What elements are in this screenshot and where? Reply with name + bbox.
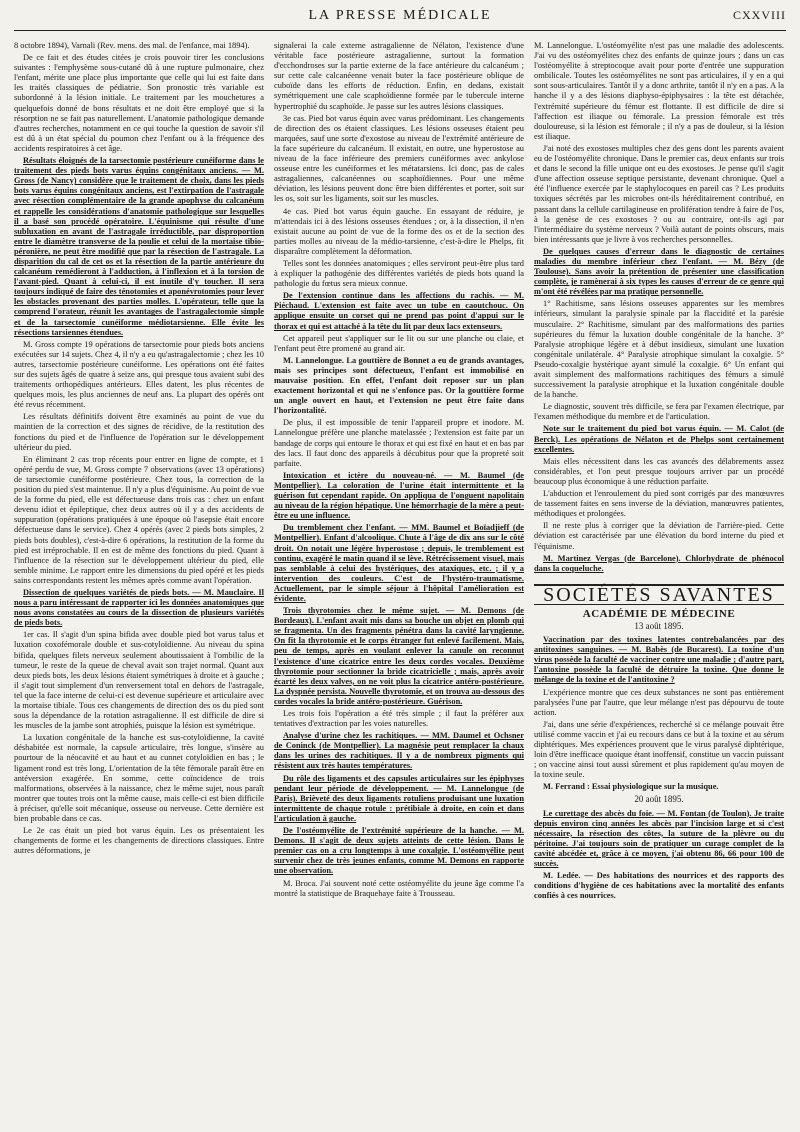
paragraph: M. Lannelongue. L'ostéomyélite n'est pas une maladie des adolescents. J'ai vu des ostéomyélites chez des enfants de quinze jours ; dans un cas l'ostéomyélite à streptocoque avait pour porte d'entrée une suppuration ombilicale. Toutes les ostéomyélites ne sont pas articulaires, il y en a qui sont sous-articulaires. Tantôt il y a donc arthrite, tantôt il n'y en a pas. A la hanche il y a des lésions diaphyso-épiphysaires : la tête est détachée, l'extrémité supérieure du fémur est flottante. Il est difficile de dire si l'affection est iliaque ou fémorale. La pression fémorale est très douloureuse, si la lésion est fémorale ; il n'y a pas de douleur, si la lésion est iliaque. <box>534 41 784 141</box>
session-date: 20 août 1895. <box>634 794 684 805</box>
column-middle <box>274 41 524 1121</box>
paragraph: M. Broca. J'ai souvent noté cette ostéomyélite du jeune âge comme l'a montré la statistique de Braquehaye faite à Trousseau. <box>274 878 524 898</box>
paragraph: L'expérience montre que ces deux substances ne sont pas entièrement paralysées l'une par l'autre, que leur mélange n'est pas dépourvu de toute action. <box>534 687 784 717</box>
page-number: CXXVIII <box>733 8 786 22</box>
section-paragraph: M. Martinez Vergas (de Barcelone). Chlorhydrate de phénocol dans la coqueluche. <box>534 553 784 573</box>
academy-heading: ACADÉMIE DE MÉDECINE <box>582 607 736 620</box>
session-date: 13 août 1895. <box>634 620 684 631</box>
section-paragraph: Intoxication et ictère du nouveau-né. — M. Baumel (de Montpellier). La coloration de l'urine était intermittente et la guérison fut cependant rapide. On appliqua de l'onguent napolitain au niveau de la région hépatique. Une hémorrhagie de la mère a peut-être eu une influence. <box>274 470 524 521</box>
paragraph: signalerai la cale externe astragalienne de Nélaton, l'existence d'une véritable face postérieure astragalienne, surtout la formation d'ecchondroses sur la partie externe de la face antérieure du calcanéum ; sur cette cale calcanéenne venait buter la face postérieure oblique de cuboïde dans les efforts de réduction. Enfin, en dedans, existait symétriquement une cale scaphoïdienne formée par le tubercule interne hypertrophié du scaphoïde. Je passe sur les autres lésions classiques. <box>274 41 524 111</box>
column-left <box>14 41 264 1121</box>
paragraph: 1er cas. Il s'agit d'un spina bifida avec double pied bot varus talus et luxation coxofémorale double et sus-cotyloïdienne. Au niveau du spina bifida, quelques filets nerveux seulement aboutissaient à l'ombilic de la tumeur, le reste de la queue de cheval avait son trajet normal. Quant aux deux pieds bots, les deux lésions étaient symétriques à droite et à gauche ; il s'agit tout simplement d'un renversement total en dehors de l'astragale, tel que la face interne de celui-ci est devenue supérieure et articulaire avec la mortaise tibiale. Tous ces changements de direction des os du pied sont sous la dépendance de la rotation astragalienne. Il est difficile de dire si les muscles de la jambe sont atrophiés, puisque la lésion est symétrique. <box>14 630 264 731</box>
section-paragraph: Résultats éloignés de la tarsectomie postérieure cunéiforme dans le traitement des pieds bots varus équins congénitaux anciens. — M. Gross (de Nancy) considère que le traitement de choix, dans les pieds bots varus équins congénitaux anciens, est l'extirpation de l'astragale avec résection complémentaire de la grande apophyse du calcanéum et rappelle les considérations d'anatomie pathologique sur lesquelles il a basé son procédé opératoire. L'équinisme qui résulte d'une subluxation en avant de l'astragale irréductible, par disproportion entre le diamètre transverse de la poulie et celui de la mortaise tibio-péronière, ne peut être modifié que par la résection de l'astragale. La disparition du cal de cet os et la résection de la partie antérieure du calcanéum remédieront à l'adduction, à l'inflexion et à la torsion de l'avant-pied. Quant à celui-ci, il est inutile d'y toucher. Il sera toujours indiqué de faire des ténotomies et aponévrotomies pour lever les obstacles provenant des parties molles. L'opérateur, telle que la comprend l'orateur, réunit les avantages de l'astragalectomie simple et de la tarsectomie cunéiforme médiotarsienne. Elle évite les résections tarsiennes étendues. <box>14 156 264 337</box>
section-paragraph: De l'ostéomyélite de l'extrémité supérieure de la hanche. — M. Demons. Il s'agit de deux sujets atteints de cette lésion. Dans le premier cas on a cru longtemps à une coxalgie. L'ostéomyélite peut survenir chez de très jeunes enfants, comme M. Demons en rapporte une observation. <box>274 826 524 876</box>
paragraph: Les résultats définitifs doivent être examinés au point de vue du maintien de la correction et des signes de récidive, de la restitution des fonctions du pied et de l'influence de l'opération sur le développement ultérieur du pied. <box>14 412 264 452</box>
paragraph: Mais elles nécessitent dans les cas avancés des délabrements assez considérables, et l'on peut presque toujours arriver par un procédé beaucoup plus économique à une réduction parfaite. <box>534 456 784 486</box>
paragraph: Cet appareil peut s'appliquer sur le lit ou sur une planche ou claie, et l'enfant peut être promené au grand air. <box>274 333 524 353</box>
column-right <box>534 41 784 1121</box>
paragraph: 4e cas. Pied bot varus équin gauche. En essayant de réduire, je m'attendais ici à des lésions osseuses étendues ; or, à la dissection, il n'en existait aucune au point de vue de la forme des os et de la section des parties molles au niveau de la médio-tarsienne, c'est-à-dire le Phelps, fit disparaître complètement la déformation. <box>274 206 524 256</box>
section-paragraph: Du tremblement chez l'enfant. — MM. Baumel et Boïadjieff (de Montpellier). Enfant d'alcoolique. Chute à l'âge de dix ans sur le côté droit. On notait une légère hyperostose ; depuis, le tremblement est continu, exagéré le matin quand il se lève. Rétrécissement visuel, mais pas semblable à celui des hystériques, des ataxiques, etc. ; il y a intervention des couleurs. C'est de l'hystéro-traumatisme. Actuellement, par le simple séjour à l'hôpital l'amélioration est évidente. <box>274 523 524 603</box>
paragraph: M. Lannelongue. La gouttière de Bonnet a eu de grands avantages, mais ses principes sont défectueux, l'enfant est immobilisé en mauvaise position. En effet, l'enfant doit reposer sur un plan exactement horizontal et qui ne s'enfonce pas. Or la gouttière forme un angle ouvert en haut, et l'extension ne peut être faite dans l'horizontalité. <box>274 355 524 416</box>
paragraph: 3e cas. Pied bot varus équin avec varus prédominant. Les changements de direction des os étaient classiques. Les lésions osseuses étaient peu marquées, sauf une sorte d'exostose au niveau de l'extrémité antérieure de la face supérieure du calcanéum. Il existait, en outre, une hyperostose au niveau de la face inférieure des premiers cunéiformes avec ankylose osseuse entre les cunéiformes et les métatarsiens. Ici donc, pas de cales astragaliennes, calcanéennes ou scaphoïdiennes. Pour une même déviation, les lésions peuvent donc être bien différentes et porter, soit sur les os, soit sur les ligaments, soit sur les muscles. <box>274 113 524 204</box>
paragraph: M. Ferrand : Essai physiologique sur la musique. <box>543 782 719 792</box>
section-paragraph: Analyse d'urine chez les rachitiques. — MM. Daumel et Ochsner de Coninck (de Montpellier). La magnésie peut remplacer la chaux dans les urines des rachitiques. Il y a de nombreux pigments qui résistent aux très hautes températures. <box>274 731 524 771</box>
page-header <box>14 8 786 31</box>
paragraph: M. Gross compte 19 opérations de tarsectomie pour pieds bots anciens exécutées sur 14 sujets. Chez 4, il n'y a eu qu'astragalectomie ; chez les 10 autres, tarsectomie postérieure cunéiforme. Les opérations ont été faites sur des sujets âgés de quatre à seize ans, qui presque tous avaient subi des traitements orthopédiques antérieurs. Elles datent, les plus récentes de quelques mois, les plus anciennes de neuf ans. La plupart des opérés ont été revus récemment. <box>14 339 264 410</box>
paragraph: L'abduction et l'enroulement du pied sont corrigés par des manœuvres de tassement faites en sens inverse de la déviation, manœuvres patientes, méthodiques et prolongées. <box>534 489 784 519</box>
section-paragraph: Trois thyrotomies chez le même sujet. — M. Demons (de Bordeaux). L'enfant avait mis dans sa bouche un objet en plomb qui se fragmenta. Un des fragments pénétra dans la cavité laryngienne. On fit la thyrotomie et le corps étranger fut enlevé facilement. Mais, peu de temps, après en voulant enlever la canule on reconnut l'existence d'une cicatrice entre les deux cordes vocales. Deuxième thyrotomie pour sectionner la bride cicatricielle ; mais, après avoir écarté les deux valves, on ne voit plus la cicatrice antéro-postérieure. La dyspnée persista. Nouvelle thyrotomie, et on trouva au-dessous des cordes vocales la bride antéro-postérieure. Guérison. <box>274 606 524 706</box>
paragraph: La luxation congénitale de la hanche est sus-cotyloïdienne, la cavité déshabitée est normale, la capsule articulaire, très longue, s'insère au pourtour de la néocavité et au haut et au cunnet cotyloïdien en bas ; le ligament rond est très long. L'orientation de la tête fémorale paraît être en antéversion exagérée. En somme, cette coïncidence de trois malformations, observées à la naissance, chez le même sujet, nous paraît montrer que toutes trois ont la même cause, mais celle-ci est bien difficile à préciser, qu'elle soit mécanique, osseuse ou nerveuse. Cette dernière est bien probable dans ce cas. <box>14 733 264 824</box>
paragraph: Le 2e cas était un pied bot varus équin. Les os présentaient les changements de forme et les changements de directions classiques. Entre autres déformations, je <box>14 826 264 856</box>
paragraph: Les trois fois l'opération a été très simple ; il faut la préférer aux tentatives d'extraction par les voies naturelles. <box>274 709 524 729</box>
paragraph: Le diagnostic, souvent très difficile, se fera par l'examen électrique, par l'examen méthodique du membre et de l'articulation. <box>534 402 784 422</box>
section-paragraph: Du rôle des ligaments et des capsules articulaires sur les épiphyses pendant leur période de développement. — M. Lannelongue (de Paris). Brièveté des deux ligaments rotuliens produisant une luxation intermittente de chaque rotule : prétibiale à droite, en coin et dans l'articulation à gauche. <box>274 773 524 823</box>
section-paragraph: Note sur le traitement du pied bot varus équin. — M. Calot (de Berck). Les opérations de Nélaton et de Phelps sont certainement excellentes. <box>534 424 784 454</box>
paragraph: Telles sont les données anatomiques ; elles serviront peut-être plus tard à expliquer la pathogénie des différentes variétés de pieds bots quand la pathologie du fœtus sera mieux connue. <box>274 258 524 289</box>
section-paragraph: Vaccination par des toxines latentes contrebalancées par des antitoxines sanguines. — M. Babès (de Bucarest). La toxine d'un virus possède la faculté de vacciner contre une maladie ; d'autre part, l'antoxine possède la faculté de détruire la toxine. Que donne le mélange de la toxine et de l'antitoxine ? <box>534 635 784 685</box>
paragraph: De ce fait et des études citées je crois pouvoir tirer les conclusions suivantes : l'emphysème sous-cutané dû à une rupture pulmonaire, chez l'enfant, mérite une place plus importante que celle qui lui est faite dans les traités classiques de pédiatrie. Son pronostic très variable est subordonné à la lésion initiale. Le traitement par les mouchetures a quelquefois donné de bons résultats et ne doit être employé que si la résorption ne se fait pas naturellement. L'anatomie pathologique demande d'autres recherches, notamment en ce qui touche la question de savoir s'il est dû à un état spécial du poumon chez l'enfant ou à la fréquence des accidents respiratoires à cet âge. <box>14 53 264 153</box>
paragraph: J'ai noté des exostoses multiples chez des gens dont les parents avaient eu de l'ostéomyélite chronique. Dans le premier cas, deux enfants sur trois et dans le second la fille unique ont eu des exostoses. Je pense qu'il s'agit d'une affection osseuse septique persistante, devenant chronique. Quel a été l'influence exercée par le staphylocoques en pareil cas ? Les produits toxiques sécrétés par les microbes ont-ils héréditairement contribué, en passant dans la cellule cartilagineuse en prolifération tendre à faire de l'os, à la genèse de ces exostoses ? ou au contraire, ont-ils agi par l'intermédiaire du système nerveux ? Voilà autant de points obscurs, mais bien intéressants que je livre à vos recherches personnelles. <box>534 143 784 244</box>
section-paragraph: Le curettage des abcès du foie. — M. Fontan (de Toulon). Je traite depuis environ cinq années les abcès par l'incision large et si c'est nécessaire, la résection des côtes, la suture de la plèvre ou du péritoine. J'ai toujours soin de pratiquer un curage complet de la cavité abcédée et, grâce à ce moyen, j'ai obtenu 86, 66 pour 100 de succès. <box>534 808 784 869</box>
paragraph: De plus, il est impossible de tenir l'appareil propre et inodore. M. Lannelongue préfère une planche matelassée ; l'extension est faite par un bandage de corps qui entoure le thorax et qui est fixé en haut et en bas par des lacs. Il faut donc des appareils à décubitus pour que la propreté soit parfaite. <box>274 418 524 468</box>
section-paragraph: Dissection de quelques variétés de pieds bots. — M. Mauclaire. Il nous a paru intéressant de rapporter ici les données anatomiques que nous avons constatées au cours de la dissection de plusieurs variétés de pieds bots. <box>14 587 264 628</box>
section-paragraph: De l'extension continue dans les affections du rachis. — M. Piéchaud. L'extension est faite avec un tube en caoutchouc. On applique ensuite un corset qui ne prend pas point d'appui sur le thorax et qui est attaché à la tête du lit par deux lacs extenseurs. <box>274 291 524 331</box>
paragraph: 8 octobre 1894), Varnali (Rev. mens. des mal. de l'enfance, mai 1894). <box>14 41 250 50</box>
section-paragraph: De quelques causes d'erreur dans le diagnostic de certaines maladies du membre inférieur chez l'enfant. — M. Bézy (de Toulouse). Sans avoir la prétention de présenter une classification complète, je ramènerai à six types les causes d'erreur de ce genre qui m'ont été révélées par ma pratique personnelle. <box>534 246 784 297</box>
paragraph: Il ne reste plus à corriger que la déviation de l'arrière-pied. Cette déviation est caractérisée par une élévation du bord interne du pied et l'équinisme. <box>534 521 784 551</box>
section-banner: SOCIÉTÉS SAVANTES <box>534 584 784 605</box>
paragraph: En éliminant 2 cas trop récents pour entrer en ligne de compte, et 1 opéré perdu de vue, M. Gross compte 7 observations (avec 13 opérations) de tarsectomie cunéiforme postérieure. Chez tous, la correction de la position du pied s'est maintenue. Il n'y a plus d'équinisme. Au point de vue de la forme du pied, elle est défectueuse dans trois cas : chez un enfant devenu idiot et épileptique, chez deux autres où il y a des accidents de suppuration (opérations pratiquées à une époque où l'asepsie était encore défectueuse dans le service). Chez 4 opérés (avec 2 pieds bots simples, 2 pieds bots doubles), c'est-à-dire 6 opérations, la restitution de la forme du pied est irréprochable. Il en est de même des fonctions du pied. Quant à l'influence de la résection sur le développement ultérieur du pied, elle semble minime. Le rapport entre les dimensions du pied opéré et les pieds sains correspondants restent les mêmes après comme avant l'opération. <box>14 454 264 585</box>
paragraph: 1° Rachitisme, sans lésions osseuses apparentes sur les membres inférieurs, simulant la paralysie spinale par la flaccidité et la parésie musculaire. 2° Rachitisme, simulant par des malformations des parties supérieures du fémur la luxation double congénitale de la hanche. 3° Paralysie atrophique légère et à début insidieux, simulant une luxation congénitale unilatérale. 4° Paralysie atrophique simulant la coxalgie. 5° Pseudo-coxalgie hystérique ayant simulé la coxalgie. 6° Un enfant qui avait simplement des malformations rachitiques des fémurs a simulé successivement la paralysie atrophique et la luxation congénitale double de la hanche. <box>534 299 784 400</box>
paragraph: J'ai, dans une série d'expériences, recherché si ce mélange pouvait être utilisé comme vaccin et j'ai eu recours dans ce but à la toxine et au sérum diphtériques. Mes expériences prouvent que le virus paralysé diphtérique, loin d'être inefficace quoique étant inoffensif, constitue un vaccin puissant ; on vaccine ainsi tout aussi sûrement et plus rapidement qu'au moyen de la toxine seule. <box>534 719 784 780</box>
journal-title: LA PRESSE MÉDICALE <box>308 8 492 23</box>
paragraph: M. Ledée. — Des habitations des nourrices et des rapports des conditions d'hygiène de ces habitations avec la mortalité des enfants confiés à ces nourrices. <box>534 871 784 901</box>
